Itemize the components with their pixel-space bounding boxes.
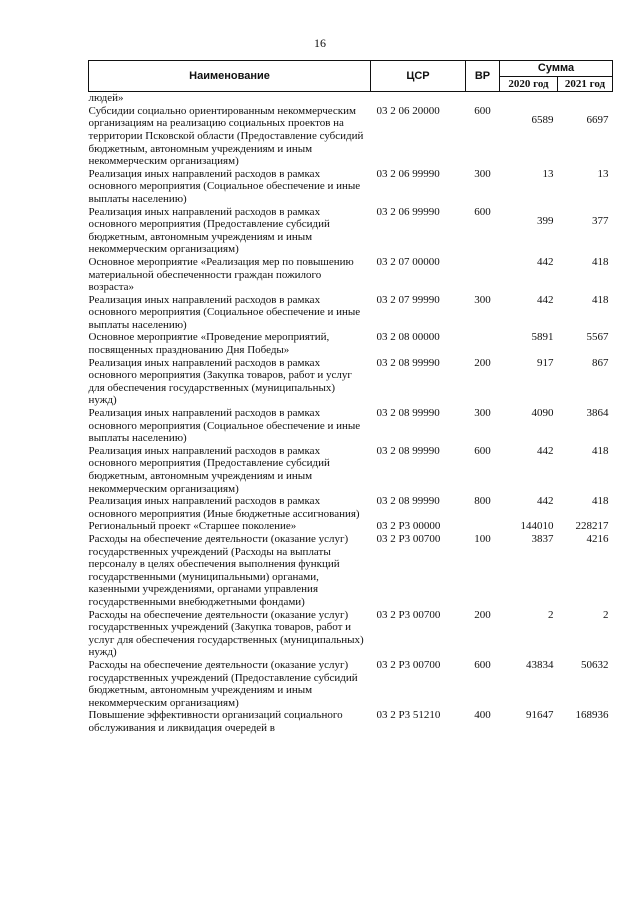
table-row xyxy=(89,294,613,332)
row-sum-2021: 418 xyxy=(592,444,609,457)
table-row xyxy=(89,331,613,356)
row-name: Реализация иных направлений расходов в рамках основного мероприятия (Социальное обеспечение и иные выплаты населению) xyxy=(88,407,361,445)
row-name: Реализация иных направлений расходов в рамках основного мероприятия (Иные бюджетные ассигнования) xyxy=(88,495,360,520)
row-sum-2021: 168936 xyxy=(575,709,609,722)
row-name: Реализация иных направлений расходов в рамках основного мероприятия (Предоставление субсидий бюджетным, автономным учреждениям и иным некоммерческим организациям) xyxy=(88,205,330,256)
row-csr-code: 03 2 08 99990 xyxy=(376,356,440,369)
row-vr-code: 200 xyxy=(474,356,491,369)
row-sum-2021: 13 xyxy=(597,167,609,180)
row-name: Основное мероприятие «Реализация мер по повышению материальной обеспеченности граждан пожилого возраста» xyxy=(88,255,354,294)
row-sum-2021: 418 xyxy=(592,255,609,268)
row-sum-2021: 418 xyxy=(592,495,609,508)
row-sum-2020: 442 xyxy=(537,255,554,268)
row-sum-2020: 3837 xyxy=(531,532,554,545)
row-csr-code: 03 2 06 99990 xyxy=(376,167,440,180)
row-vr-code xyxy=(466,331,500,356)
row-sum-2020: 43834 xyxy=(526,658,554,671)
row-name: Реализация иных направлений расходов в рамках основного мероприятия (Социальное обеспечение и иные выплаты населению) xyxy=(88,167,361,205)
row-csr-code: 03 2 07 00000 xyxy=(376,255,440,268)
row-vr-code: 300 xyxy=(474,407,491,420)
row-csr-code: 03 2 08 99990 xyxy=(376,495,440,508)
table-row xyxy=(89,609,613,659)
row-csr-code: 03 2 08 00000 xyxy=(376,331,440,344)
row-vr-code: 600 xyxy=(474,205,491,218)
row-name: Субсидии социально ориентированным некоммерческим организациям на реализацию социальных проектов на территории Псковской области (Предоставление субсидий бюджетным, автономным учреждениям и иным некоммерческим организациям) xyxy=(88,104,364,168)
table-row xyxy=(89,495,613,520)
table-body xyxy=(89,92,613,735)
row-sum-2020: 91647 xyxy=(526,709,554,722)
row-csr-code: 03 2 08 99990 xyxy=(376,444,440,457)
row-name: Реализация иных направлений расходов в рамках основного мероприятия (Социальное обеспечение и иные выплаты населению) xyxy=(88,293,361,331)
table-row xyxy=(89,206,613,256)
row-sum-2020: 442 xyxy=(537,495,554,508)
row-name: людей» xyxy=(88,92,124,105)
row-name: Повышение эффективности организаций социального обслуживания и ликвидация очередей в xyxy=(88,709,343,734)
row-csr-code: 03 2 06 99990 xyxy=(376,205,440,218)
row-sum-2020: 144010 xyxy=(520,520,554,533)
row-vr-code: 100 xyxy=(474,532,491,545)
row-sum-2021: 50632 xyxy=(581,658,609,671)
table-row xyxy=(89,533,613,609)
header-name: Наименование xyxy=(89,61,371,92)
row-csr-code: 03 2 07 99990 xyxy=(376,293,440,306)
row-sum-2020: 6589 xyxy=(531,113,554,126)
table-row xyxy=(89,520,613,533)
row-sum-2021 xyxy=(558,92,613,105)
header-csr: ЦСР xyxy=(371,61,466,92)
table-row xyxy=(89,407,613,445)
row-sum-2020: 13 xyxy=(542,167,554,180)
row-vr-code xyxy=(466,256,500,294)
row-sum-2020: 399 xyxy=(537,214,554,227)
row-name: Реализация иных направлений расходов в рамках основного мероприятия (Закупка товаров, работ и услуг для обеспечения государственных (муниципальных) нужд) xyxy=(88,356,352,407)
table-row xyxy=(89,92,613,105)
row-vr-code: 600 xyxy=(474,658,491,671)
row-vr-code: 400 xyxy=(474,709,491,722)
row-sum-2021: 867 xyxy=(592,356,609,369)
row-sum-2021: 5567 xyxy=(586,331,609,344)
header-vr: ВР xyxy=(466,61,500,92)
row-csr-code xyxy=(371,92,466,105)
table-row xyxy=(89,445,613,495)
row-csr-code: 03 2 P3 00700 xyxy=(376,608,441,621)
row-sum-2020 xyxy=(500,92,558,105)
row-sum-2021: 3864 xyxy=(586,407,609,420)
row-sum-2020: 442 xyxy=(537,444,554,457)
row-name: Реализация иных направлений расходов в рамках основного мероприятия (Предоставление субсидий бюджетным, автономным учреждениям и иным некоммерческим организациям) xyxy=(88,444,330,495)
row-name: Расходы на обеспечение деятельности (оказание услуг) государственных учреждений (Закупка товаров, работ и услуг для обеспечения государственных (муниципальных) нужд) xyxy=(88,608,364,659)
row-vr-code: 600 xyxy=(474,104,491,117)
row-sum-2020: 4090 xyxy=(531,407,554,420)
row-sum-2021: 228217 xyxy=(575,520,609,533)
row-name: Региональный проект «Старшее поколение» xyxy=(88,520,297,533)
budget-table xyxy=(88,60,613,734)
row-vr-code xyxy=(466,520,500,533)
table-row xyxy=(89,168,613,206)
header-sum: Сумма xyxy=(500,61,613,77)
header-year-2020: 2020 год xyxy=(500,76,558,92)
row-sum-2021: 377 xyxy=(592,214,609,227)
row-name: Расходы на обеспечение деятельности (оказание услуг) государственных учреждений (Расходы на выплаты персоналу в целях обеспечения выполнения функций государственными (муниципальными) органами, казенными учреждениями, органами управления государственными внебюджетными фондами) xyxy=(88,532,349,608)
row-csr-code: 03 2 P3 51210 xyxy=(376,709,441,722)
row-sum-2021: 2 xyxy=(603,608,609,621)
row-sum-2020: 5891 xyxy=(531,331,554,344)
table-row xyxy=(89,357,613,407)
row-vr-code: 200 xyxy=(474,608,491,621)
row-vr-code xyxy=(466,92,500,105)
row-sum-2020: 442 xyxy=(537,293,554,306)
table-row xyxy=(89,709,613,734)
page-number: 16 xyxy=(314,36,326,50)
row-sum-2020: 2 xyxy=(548,608,554,621)
row-sum-2021: 4216 xyxy=(586,532,609,545)
table-row xyxy=(89,659,613,709)
table-row xyxy=(89,256,613,294)
row-csr-code: 03 2 P3 00000 xyxy=(376,520,441,533)
row-csr-code: 03 2 P3 00700 xyxy=(376,658,441,671)
row-vr-code: 600 xyxy=(474,444,491,457)
header-year-2021: 2021 год xyxy=(558,76,613,92)
row-csr-code: 03 2 08 99990 xyxy=(376,407,440,420)
row-name: Расходы на обеспечение деятельности (оказание услуг) государственных учреждений (Предоставление субсидий бюджетным, автономным учреждениям и иным некоммерческим организациям) xyxy=(88,658,358,709)
row-sum-2020: 917 xyxy=(537,356,554,369)
row-csr-code: 03 2 06 20000 xyxy=(376,104,440,117)
row-vr-code: 300 xyxy=(474,167,491,180)
row-name: Основное мероприятие «Проведение мероприятий, посвященных празднованию Дня Победы» xyxy=(88,331,330,357)
row-csr-code: 03 2 P3 00700 xyxy=(376,532,441,545)
row-vr-code: 300 xyxy=(474,293,491,306)
table-row xyxy=(89,105,613,168)
row-vr-code: 800 xyxy=(474,495,491,508)
row-sum-2021: 418 xyxy=(592,293,609,306)
row-sum-2021: 6697 xyxy=(586,113,609,126)
